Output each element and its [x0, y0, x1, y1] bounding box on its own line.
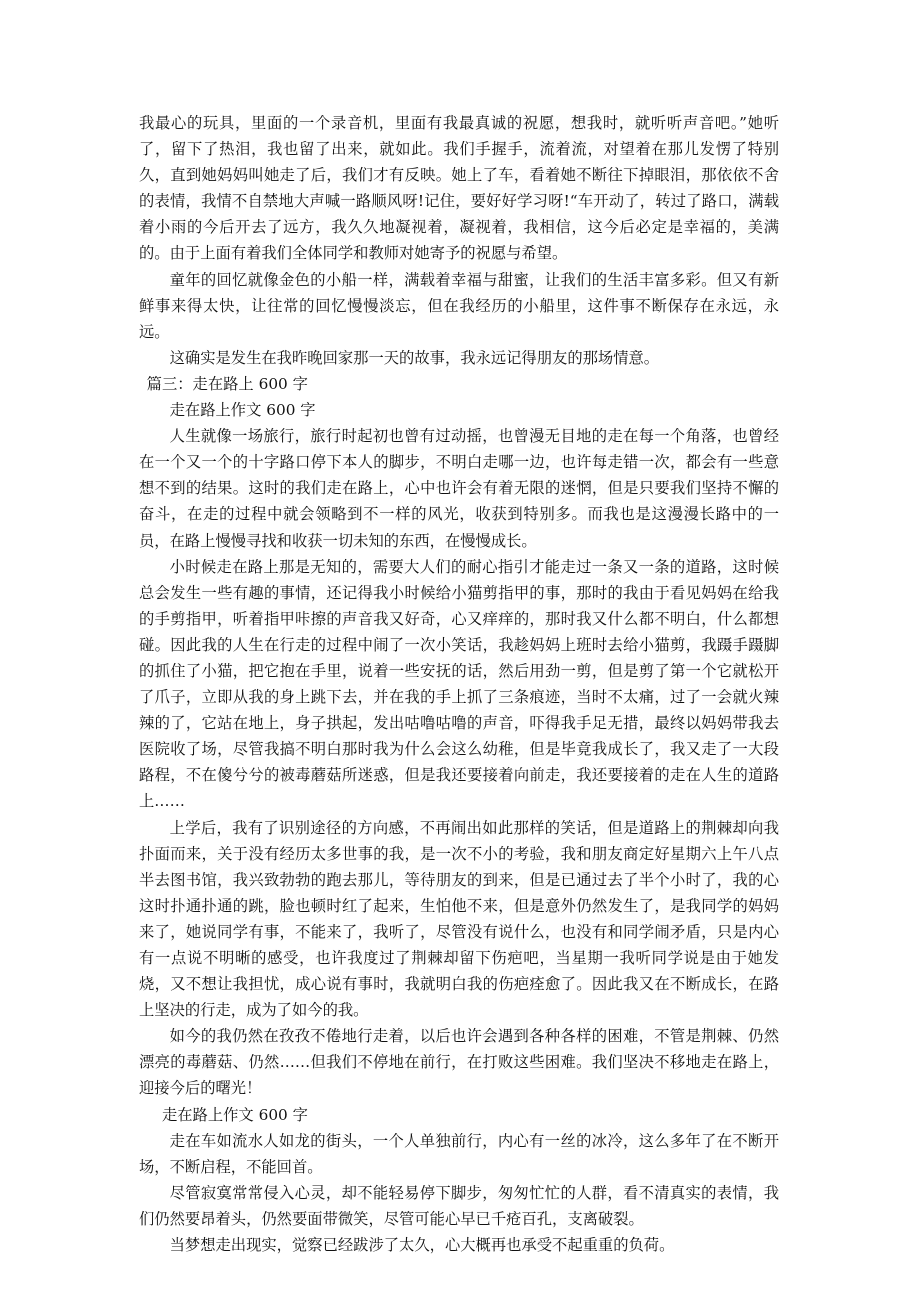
essay-title: 走在路上作文 600 字: [169, 401, 316, 420]
paragraph-loneliness: 尽管寂寞常常侵入心灵，却不能轻易停下脚步，匆匆忙忙的人群，看不清真实的表情，我们仍然要昂着头，仍然要面带微笑，尽管可能心早已千疮百孔，支离破裂。: [139, 1183, 779, 1228]
essay-title-2: 走在路上作文 600 字: [161, 1105, 308, 1124]
paragraph-present: 如今的我仍然在孜孜不倦地行走着，以后也许会遇到各种各样的困难，不管是荆棘、仍然漂亮的毒蘑菇、仍然……但我们不停地在前行，在打败这些困难。我们坚决不移地走在路上，迎接今后的曙光！: [139, 1027, 779, 1098]
document-page: [139, 110, 779, 1258]
paragraph-dream: 当梦想走出现实，觉察已经跋涉了太久，心大概再也承受不起重重的负荷。: [169, 1236, 675, 1255]
paragraph-life-journey: 人生就像一场旅行，旅行时起初也曾有过动摇，也曾漫无目地的走在每一个角落，也曾经在一个又一个的十字路口停下本人的脚步，不明白走哪一边，也许每走错一次，都会有一些意想不到的结果。这时的我们走在路上，心中也许会有着无限的迷惘，但是只要我们坚持不懈的奋斗，在走的过程中就会领略到不一样的风光，收获到特别多。而我也是这漫漫长路中的一员，在路上慢慢寻找和收获一切未知的东西，在慢慢成长。: [139, 427, 779, 550]
section-heading: 篇三：走在路上 600 字: [146, 374, 308, 393]
paragraph-kitten-story: 小时候走在路上那是无知的，需要大人们的耐心指引才能走过一条又一条的道路，这时候总会发生一些有趣的事情，还记得我小时候给小猫剪指甲的事，那时的我由于看见妈妈在给我的手剪指甲，听着指甲咔擦的声音我又好奇，心又痒痒的，那时我又什么都不明白，什么都想碰。因此我的人生在行走的过程中闹了一次小笑话，我趁妈妈上班时去给小猫剪，我蹑手蹑脚的抓住了小猫，把它抱在手里，说着一些安抚的话，然后用劲一剪，但是剪了第一个它就松开了爪子，立即从我的身上跳下去，并在我的手上抓了三条痕迹，当时不太痛，过了一会就火辣辣的了，它站在地上，身子拱起，发出咕噜咕噜的声音，吓得我手足无措，最终以妈妈带我去医院收了场，尽管我搞不明白那时我为什么会这么幼稚，但是毕竟我成长了，我又走了一大段路程，不在傻兮兮的被毒蘑菇所迷惑，但是我还要接着向前走，我还要接着的走在人生的道路上……: [139, 557, 779, 811]
paragraph-school-story: 上学后，我有了识别途径的方向感，不再闹出如此那样的笑话，但是道路上的荆棘却向我扑面而来，关于没有经历太多世事的我，是一次不小的考验，我和朋友商定好星期六上午八点半去图书馆，我兴致勃勃的跑去那儿，等待朋友的到来，但是已通过去了半个小时了，我的心这时扑通扑通的跳，脸也顿时红了起来，生怕他不来，但是意外仍然发生了，是我同学的妈妈来了，她说同学有事，不能来了，我听了，尽管没有说什么，也没有和同学闹矛盾，只是内心有一点说不明晰的感受，也许我度过了荆棘却留下伤疤吧，当星期一我听同学说是由于她发烧，又不想让我担忧，成心说有事时，我就明白我的伤疤痊愈了。因此我又在不断成长，在路上坚决的行走，成为了如今的我。: [139, 818, 779, 1020]
paragraph-story-closing: 这确实是发生在我昨晚回家那一天的故事，我永远记得朋友的那场情意。: [169, 348, 660, 367]
paragraph-street: 走在车如流水人如龙的街头，一个人单独前行，内心有一丝的冰冷，这么多年了在不断开场，不断启程，不能回首。: [139, 1131, 779, 1176]
paragraph-farewell: 我最心的玩具，里面的一个录音机，里面有我最真诚的祝愿，想我时，就听听声音吧。”她听了，留下了热泪，我也留了出来，就如此。我们手握手，流着流，对望着在那儿发愣了特别久，直到她妈妈叫她走了后，我们才有反映。她上了车，看着她不断往下掉眼泪，那依依不舍的表情，我情不自禁地大声喊一路顺风呀!记住，要好好学习呀!“车开动了，转过了路口，满载着小雨的今后开去了远方，我久久地凝视着，凝视着，我相信，这今后必定是幸福的，美满的。由于上面有着我们全体同学和教师对她寄予的祝愿与希望。: [139, 114, 779, 263]
paragraph-childhood-memory: 童年的回忆就像金色的小船一样，满载着幸福与甜蜜，让我们的生活丰富多彩。但又有新鲜事来得太快，让往常的回忆慢慢淡忘，但在我经历的小船里，这件事不断保存在永远，永远。: [139, 270, 779, 341]
